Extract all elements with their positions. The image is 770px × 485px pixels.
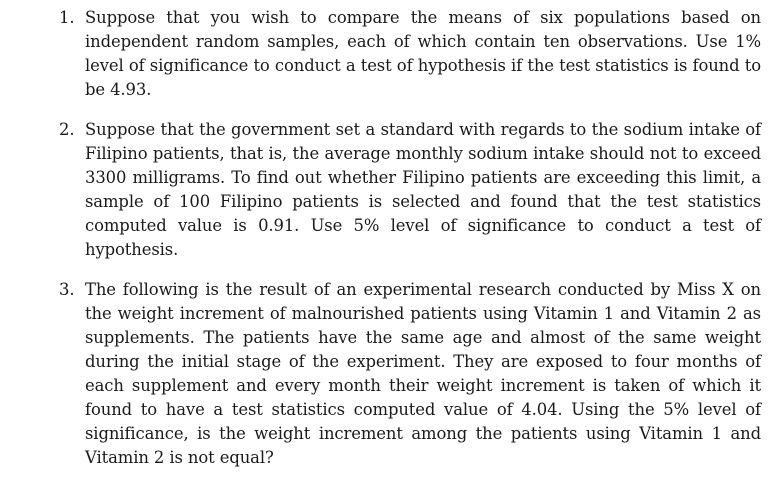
problem-number: 2.: [59, 120, 75, 139]
problem-text: Suppose that you wish to compare the means of six populations based on independent random samples, each of which contain ten observations. Use 1% level of significance to conduct a test of hypothesis if the test statistics is found to be 4.93.: [85, 8, 761, 99]
problem-text: Suppose that the government set a standard with regards to the sodium intake of Filipino patients, that is, the average monthly sodium intake should not to exceed 3300 milligrams. To find out whether Filipino patients are exceeding this limit, a sample of 100 Filipino patients is selected and found that the test statistics computed value is 0.91. Use 5% level of significance to conduct a test of hypothesis.: [85, 120, 761, 259]
problem-number: 1.: [59, 8, 75, 27]
problem-number: 3.: [59, 280, 75, 299]
problem-text: The following is the result of an experimental research conducted by Miss X on the weight increment of malnourished patients using Vitamin 1 and Vitamin 2 as supplements. The patients have the same age and almost of the same weight during the initial stage of the experiment. They are exposed to four months of each supplement and every month their weight increment is taken of which it found to have a test statistics computed value of 4.04. Using the 5% level of significance, is the weight increment among the patients using Vitamin 1 and Vitamin 2 is not equal?: [85, 280, 761, 467]
